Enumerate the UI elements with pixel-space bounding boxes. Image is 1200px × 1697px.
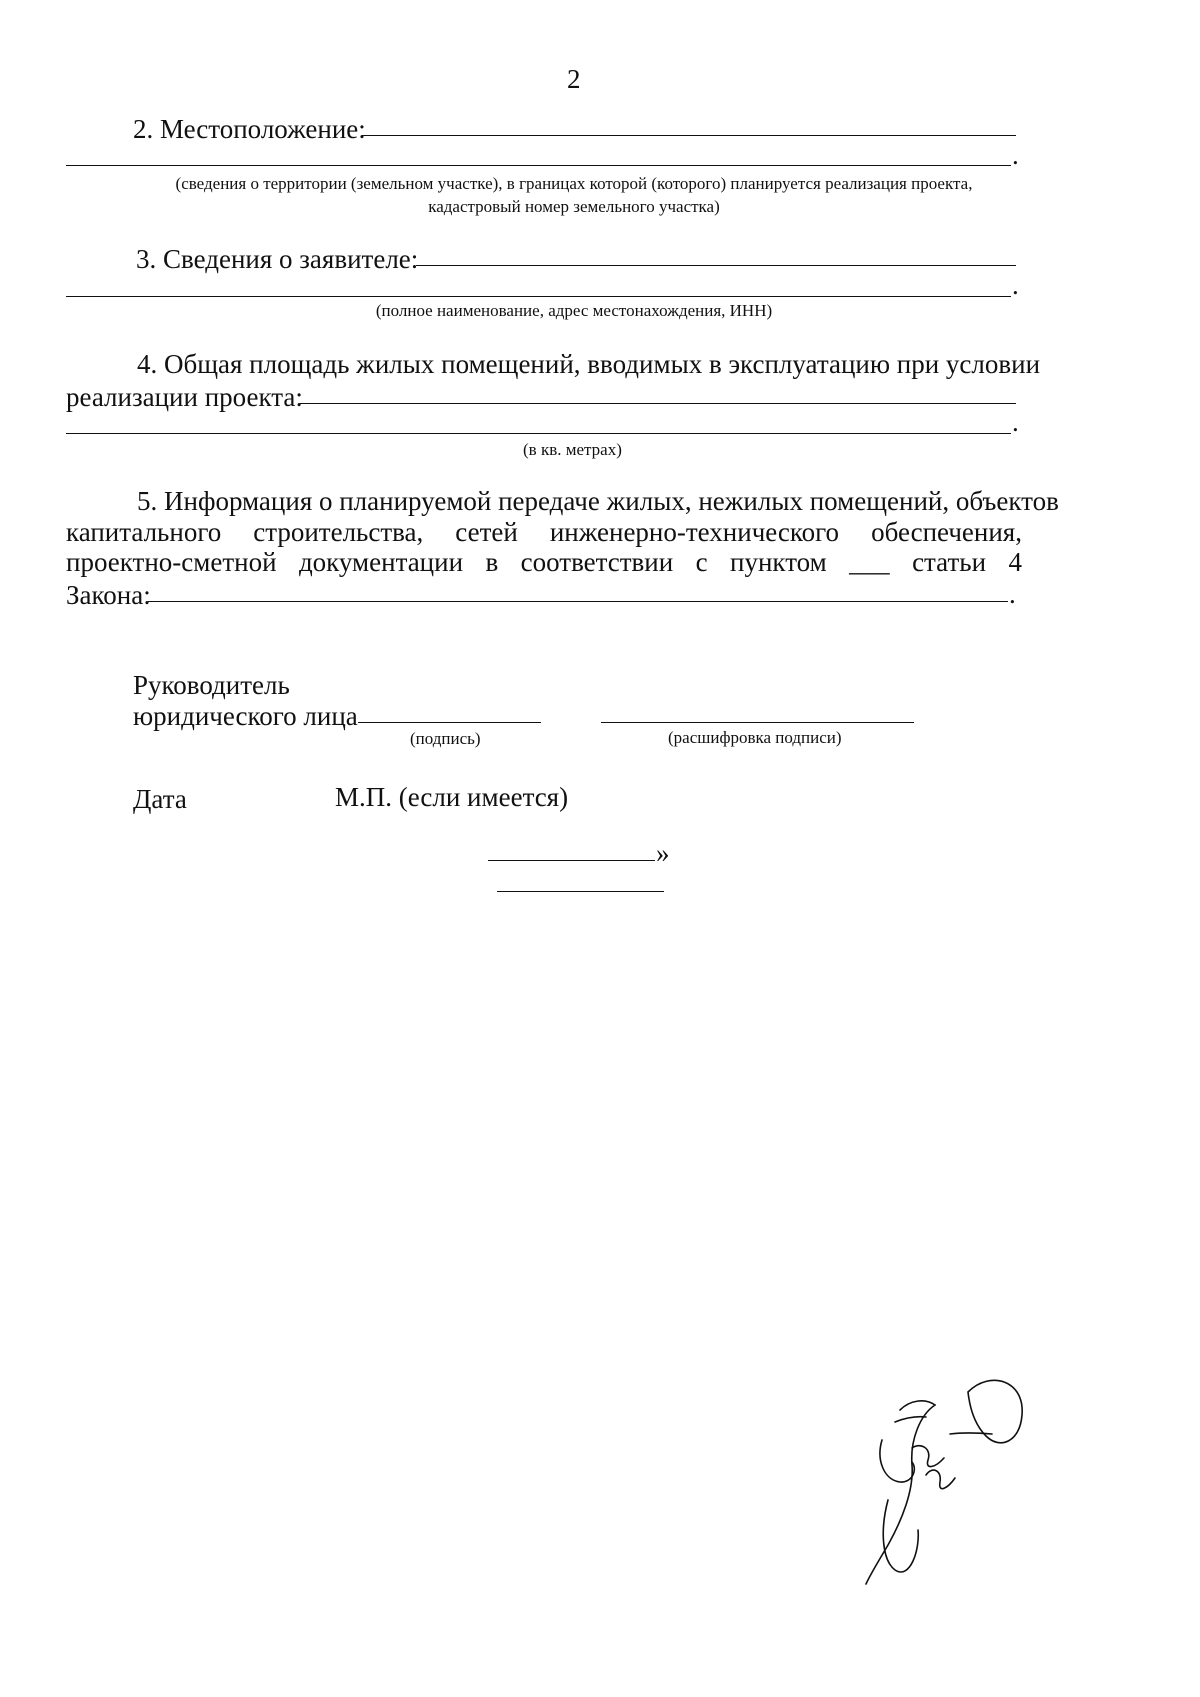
location-field-line-2[interactable] — [66, 165, 1011, 166]
date-field-line-2[interactable] — [497, 891, 664, 892]
transfer-word: статьи — [912, 547, 987, 577]
signature-decode-field-line[interactable] — [601, 722, 914, 723]
transfer-word: пунктом — [730, 547, 827, 577]
date-quote-mark: » — [656, 838, 670, 868]
transfer-word: соответствии — [520, 547, 674, 577]
stamp-label: М.П. (если имеется) — [335, 782, 569, 812]
point-number-blank[interactable]: ___ — [849, 547, 890, 577]
transfer-line-1: 5. Информация о планируемой передаче жилых, нежилых помещений, объектов — [137, 486, 1059, 516]
area-field-line-1[interactable] — [300, 403, 1016, 404]
applicant-label: 3. Сведения о заявителе: — [136, 244, 419, 274]
location-note-line-1: (сведения о территории (земельном участке), в границах которой (которого) планируется реализация проекта, — [175, 174, 973, 193]
area-note: (в кв. метрах) — [523, 440, 622, 459]
area-line-1: 4. Общая площадь жилых помещений, вводимых в эксплуатацию при условии — [137, 349, 1041, 379]
area-label: реализации проекта: — [66, 382, 303, 412]
date-label: Дата — [133, 784, 187, 814]
transfer-word: в — [485, 547, 499, 577]
handwritten-signature — [840, 1370, 1040, 1590]
transfer-word: обеспечения, — [871, 517, 1022, 547]
transfer-word: документации — [298, 547, 464, 577]
applicant-end-dot: . — [1012, 270, 1019, 300]
location-field-line-1[interactable] — [362, 135, 1016, 136]
page-number: 2 — [567, 64, 581, 94]
applicant-note: (полное наименование, адрес местонахождения, ИНН) — [375, 301, 773, 320]
location-note-line-2: кадастровый номер земельного участка) — [428, 197, 720, 216]
date-field-line-1[interactable] — [488, 860, 655, 861]
location-label: 2. Местоположение: — [133, 114, 366, 144]
transfer-word: с — [695, 547, 708, 577]
law-label: Закона: — [66, 580, 151, 610]
transfer-word: капитального — [66, 517, 222, 547]
transfer-line-3 — [66, 549, 1022, 576]
transfer-word: сетей — [455, 517, 518, 547]
transfer-word: строительства, — [253, 517, 424, 547]
applicant-field-line-1[interactable] — [416, 265, 1016, 266]
head-title-line-2: юридического лица — [133, 701, 358, 731]
signature-decode-note: (расшифровка подписи) — [668, 728, 842, 747]
area-field-line-2[interactable] — [66, 433, 1011, 434]
location-end-dot: . — [1012, 140, 1019, 170]
applicant-field-line-2[interactable] — [66, 296, 1011, 297]
transfer-line-2 — [66, 519, 1022, 546]
law-field-line[interactable] — [148, 601, 1008, 602]
signature-note: (подпись) — [410, 729, 481, 748]
law-end-dot: . — [1009, 579, 1016, 609]
signature-field-line[interactable] — [358, 722, 541, 723]
head-title-line-1: Руководитель — [133, 670, 290, 700]
transfer-word: проектно-сметной — [66, 547, 277, 577]
transfer-word: инженерно-технического — [549, 517, 840, 547]
area-end-dot: . — [1012, 407, 1019, 437]
transfer-word: 4 — [1008, 547, 1022, 577]
